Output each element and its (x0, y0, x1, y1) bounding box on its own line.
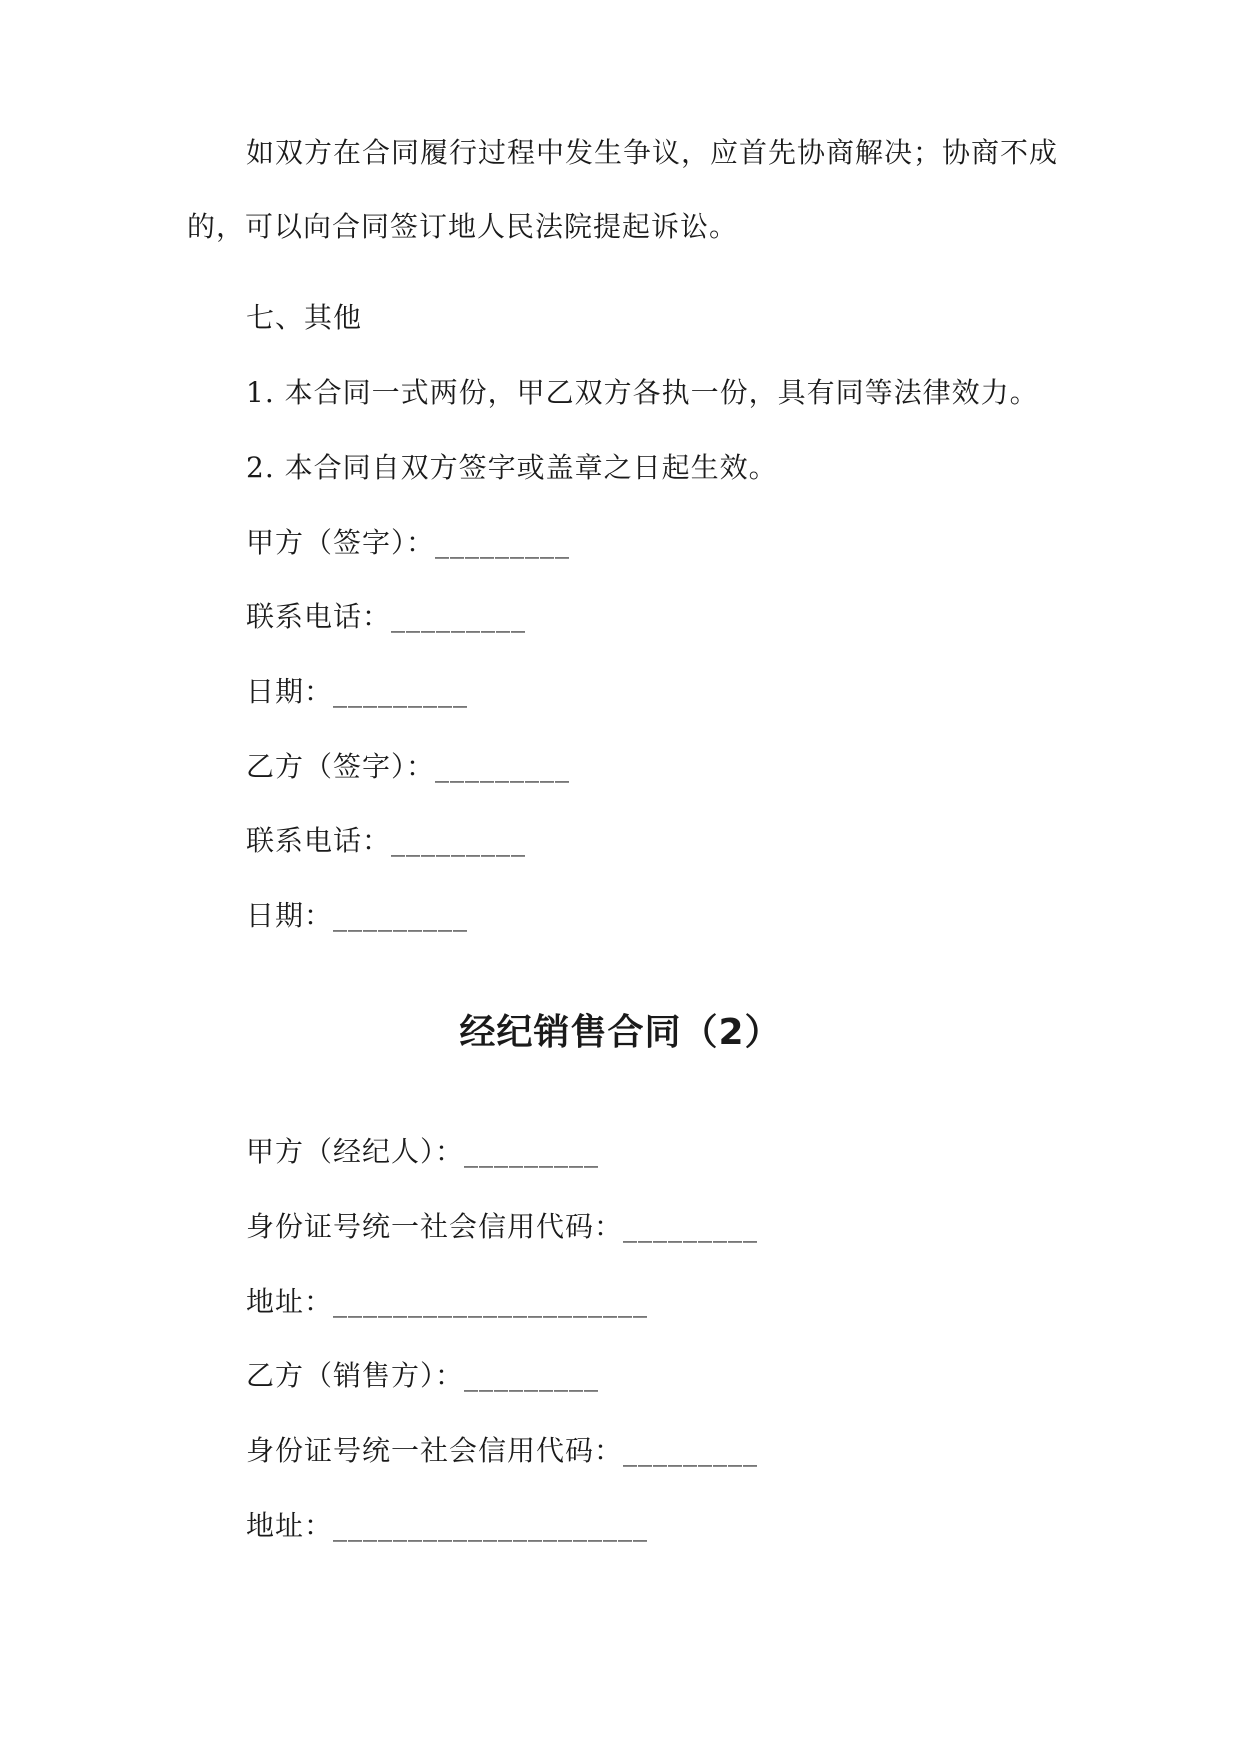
party-b-date-field: 日期：_________ (246, 899, 469, 932)
party-b-seller-field: 乙方（销售方）：_________ (246, 1359, 600, 1392)
dispute-clause-line-2: 的，可以向合同签订地人民法院提起诉讼。 (187, 210, 739, 243)
party-a-signature-field: 甲方（签字）：_________ (246, 526, 571, 559)
party-a-id-code-field: 身份证号统一社会信用代码：_________ (246, 1210, 759, 1243)
contract-title: 经纪销售合同（2） (459, 1012, 782, 1053)
dispute-clause-line-1: 如双方在合同履行过程中发生争议，应首先协商解决；协商不成 (246, 136, 1059, 169)
party-a-phone-field: 联系电话：_________ (246, 600, 527, 633)
party-b-phone-field: 联系电话：_________ (246, 824, 527, 857)
party-b-signature-field: 乙方（签字）：_________ (246, 750, 571, 783)
party-a-address-field: 地址：_____________________ (246, 1285, 649, 1318)
party-b-id-code-field: 身份证号统一社会信用代码：_________ (246, 1434, 759, 1467)
section-heading-other: 七、其他 (246, 301, 363, 334)
other-item-2: 2. 本合同自双方签字或盖章之日起生效。 (246, 451, 778, 484)
party-b-address-field: 地址：_____________________ (246, 1509, 649, 1542)
party-a-date-field: 日期：_________ (246, 675, 469, 708)
party-a-broker-field: 甲方（经纪人）：_________ (246, 1135, 600, 1168)
other-item-1: 1. 本合同一式两份，甲乙双方各执一份，具有同等法律效力。 (246, 376, 1039, 409)
